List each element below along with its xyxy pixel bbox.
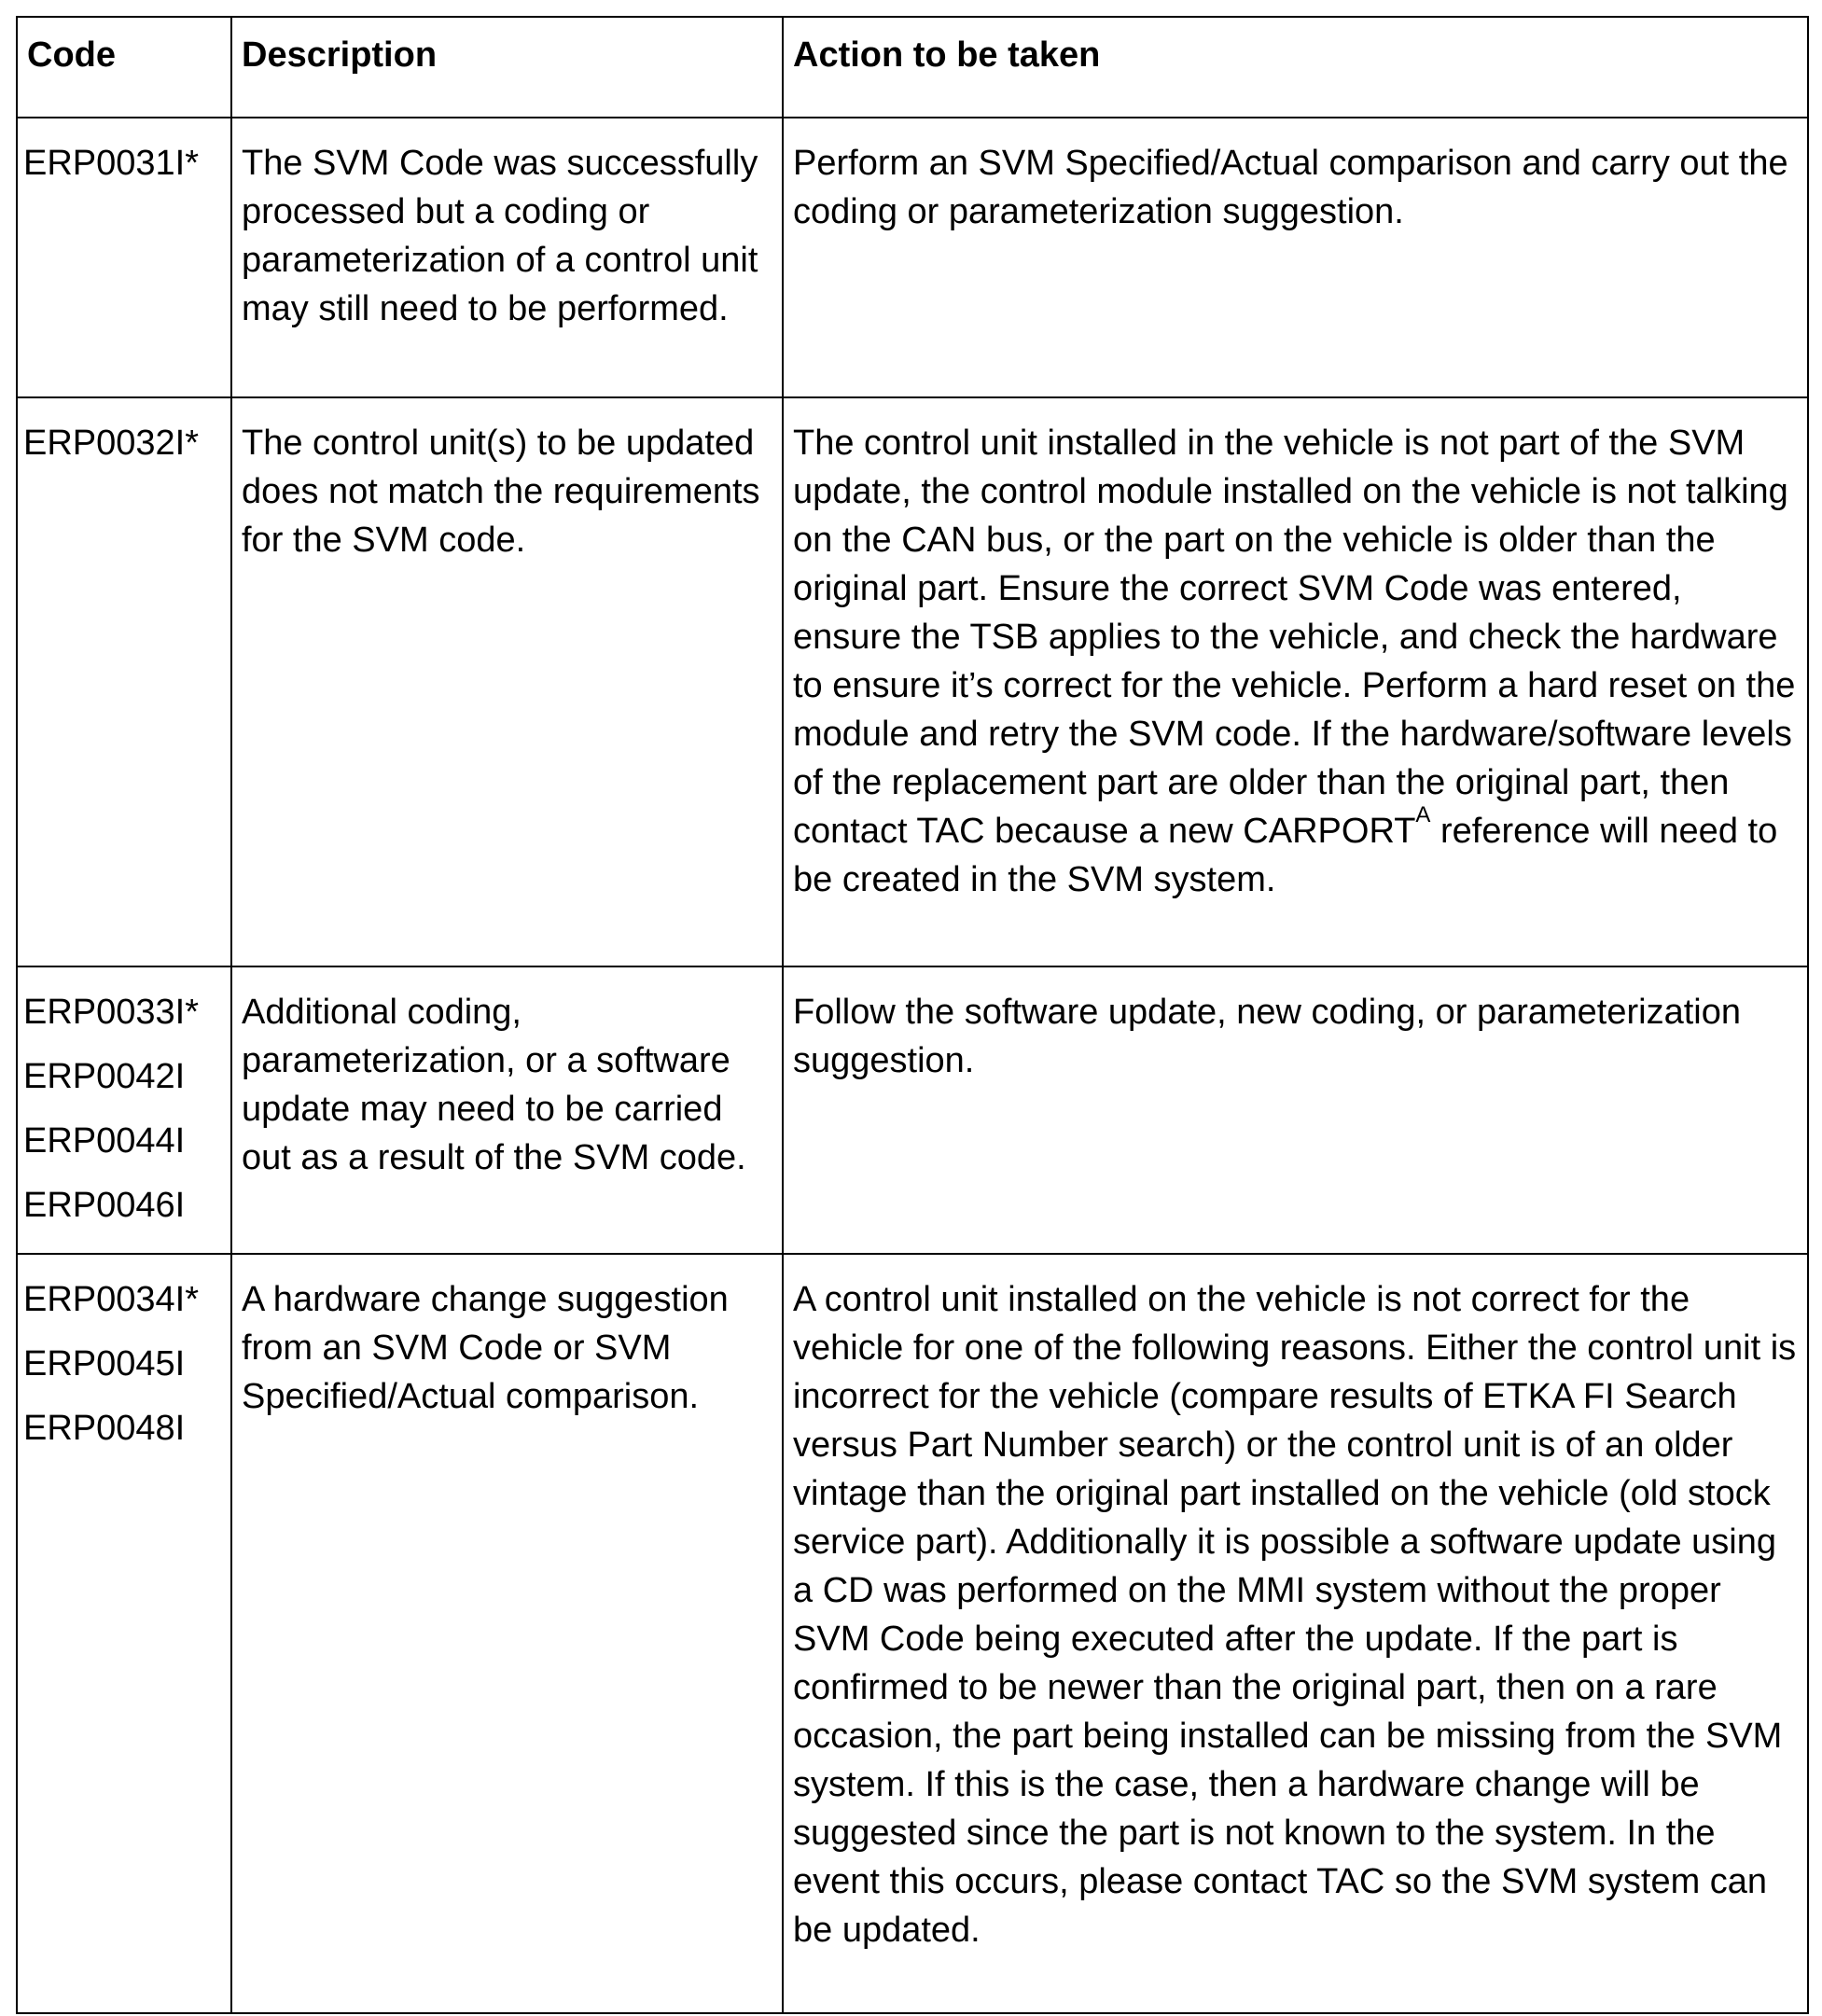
description-cell: The control unit(s) to be updated does not match the requirements for the SVM code.: [231, 397, 783, 966]
description-cell: The SVM Code was successfully processed but a coding or parameterization of a control unit may still need to be performed.: [231, 118, 783, 397]
error-code: ERP0033I*: [23, 993, 200, 1032]
error-code: ERP0046I: [23, 1186, 186, 1225]
action-cell: [783, 397, 1808, 966]
header-action: Action to be taken: [783, 17, 1808, 118]
action-text: The control unit installed in the vehicle is not part of the SVM update, the control module installed on the vehicle is not talking on the CAN bus, or the part on the vehicle is older than the original part. Ensure the correct SVM Code was entered, ensure the TSB applies to the vehicle, and check the hardware to ensure it’s correct for the vehicle. Perform a hard reset on the module and retry the SVM code. If the hardware/software levels of the replacement part are older than the original part, then contact TAC because a new CARPORT: [793, 424, 1796, 851]
code-cell: [17, 397, 231, 966]
header-code: Code: [17, 17, 231, 118]
table-header-row: [17, 17, 1808, 118]
action-cell: Perform an SVM Specified/Actual comparison and carry out the coding or parameterization suggestion.: [783, 118, 1808, 397]
description-cell: Additional coding, parameterization, or a software update may need to be carried out as a result of the SVM code.: [231, 966, 783, 1254]
code-cell: [17, 118, 231, 397]
action-text-continued: reference will need to be created in the SVM system.: [793, 812, 1778, 899]
footnote-marker: A: [1415, 802, 1431, 827]
error-code: ERP0048I: [23, 1409, 186, 1448]
error-code-table: [16, 16, 1809, 2014]
table-row: [17, 966, 1808, 1254]
code-cell: [17, 1254, 231, 2013]
error-code: ERP0045I: [23, 1344, 186, 1383]
error-code: ERP0032I*: [23, 424, 200, 463]
table-row: [17, 1254, 1808, 2013]
action-cell: Follow the software update, new coding, or parameterization suggestion.: [783, 966, 1808, 1254]
action-cell: A control unit installed on the vehicle is not correct for the vehicle for one of the following reasons. Either the control unit is incorrect for the vehicle (compare results of ETKA FI Search versus Part Number search) or the control unit is of an older vintage than the original part installed on the vehicle (old stock service part). Additionally it is possible a software update using a CD was performed on the MMI system without the proper SVM Code being executed after the update. If the part is confirmed to be newer than the original part, then on a rare occasion, the part being installed can be missing from the SVM system. If this is the case, then a hardware change will be suggested since the part is not known to the system. In the event this occurs, please contact TAC so the SVM system can be updated.: [783, 1254, 1808, 2013]
error-code: ERP0034I*: [23, 1280, 200, 1319]
code-cell: [17, 966, 231, 1254]
error-code: ERP0044I: [23, 1121, 186, 1161]
table-row: [17, 397, 1808, 966]
table-row: [17, 118, 1808, 397]
description-cell: A hardware change suggestion from an SVM Code or SVM Specified/Actual comparison.: [231, 1254, 783, 2013]
error-code: ERP0042I: [23, 1057, 186, 1096]
error-code: ERP0031I*: [23, 144, 200, 183]
header-description: Description: [231, 17, 783, 118]
